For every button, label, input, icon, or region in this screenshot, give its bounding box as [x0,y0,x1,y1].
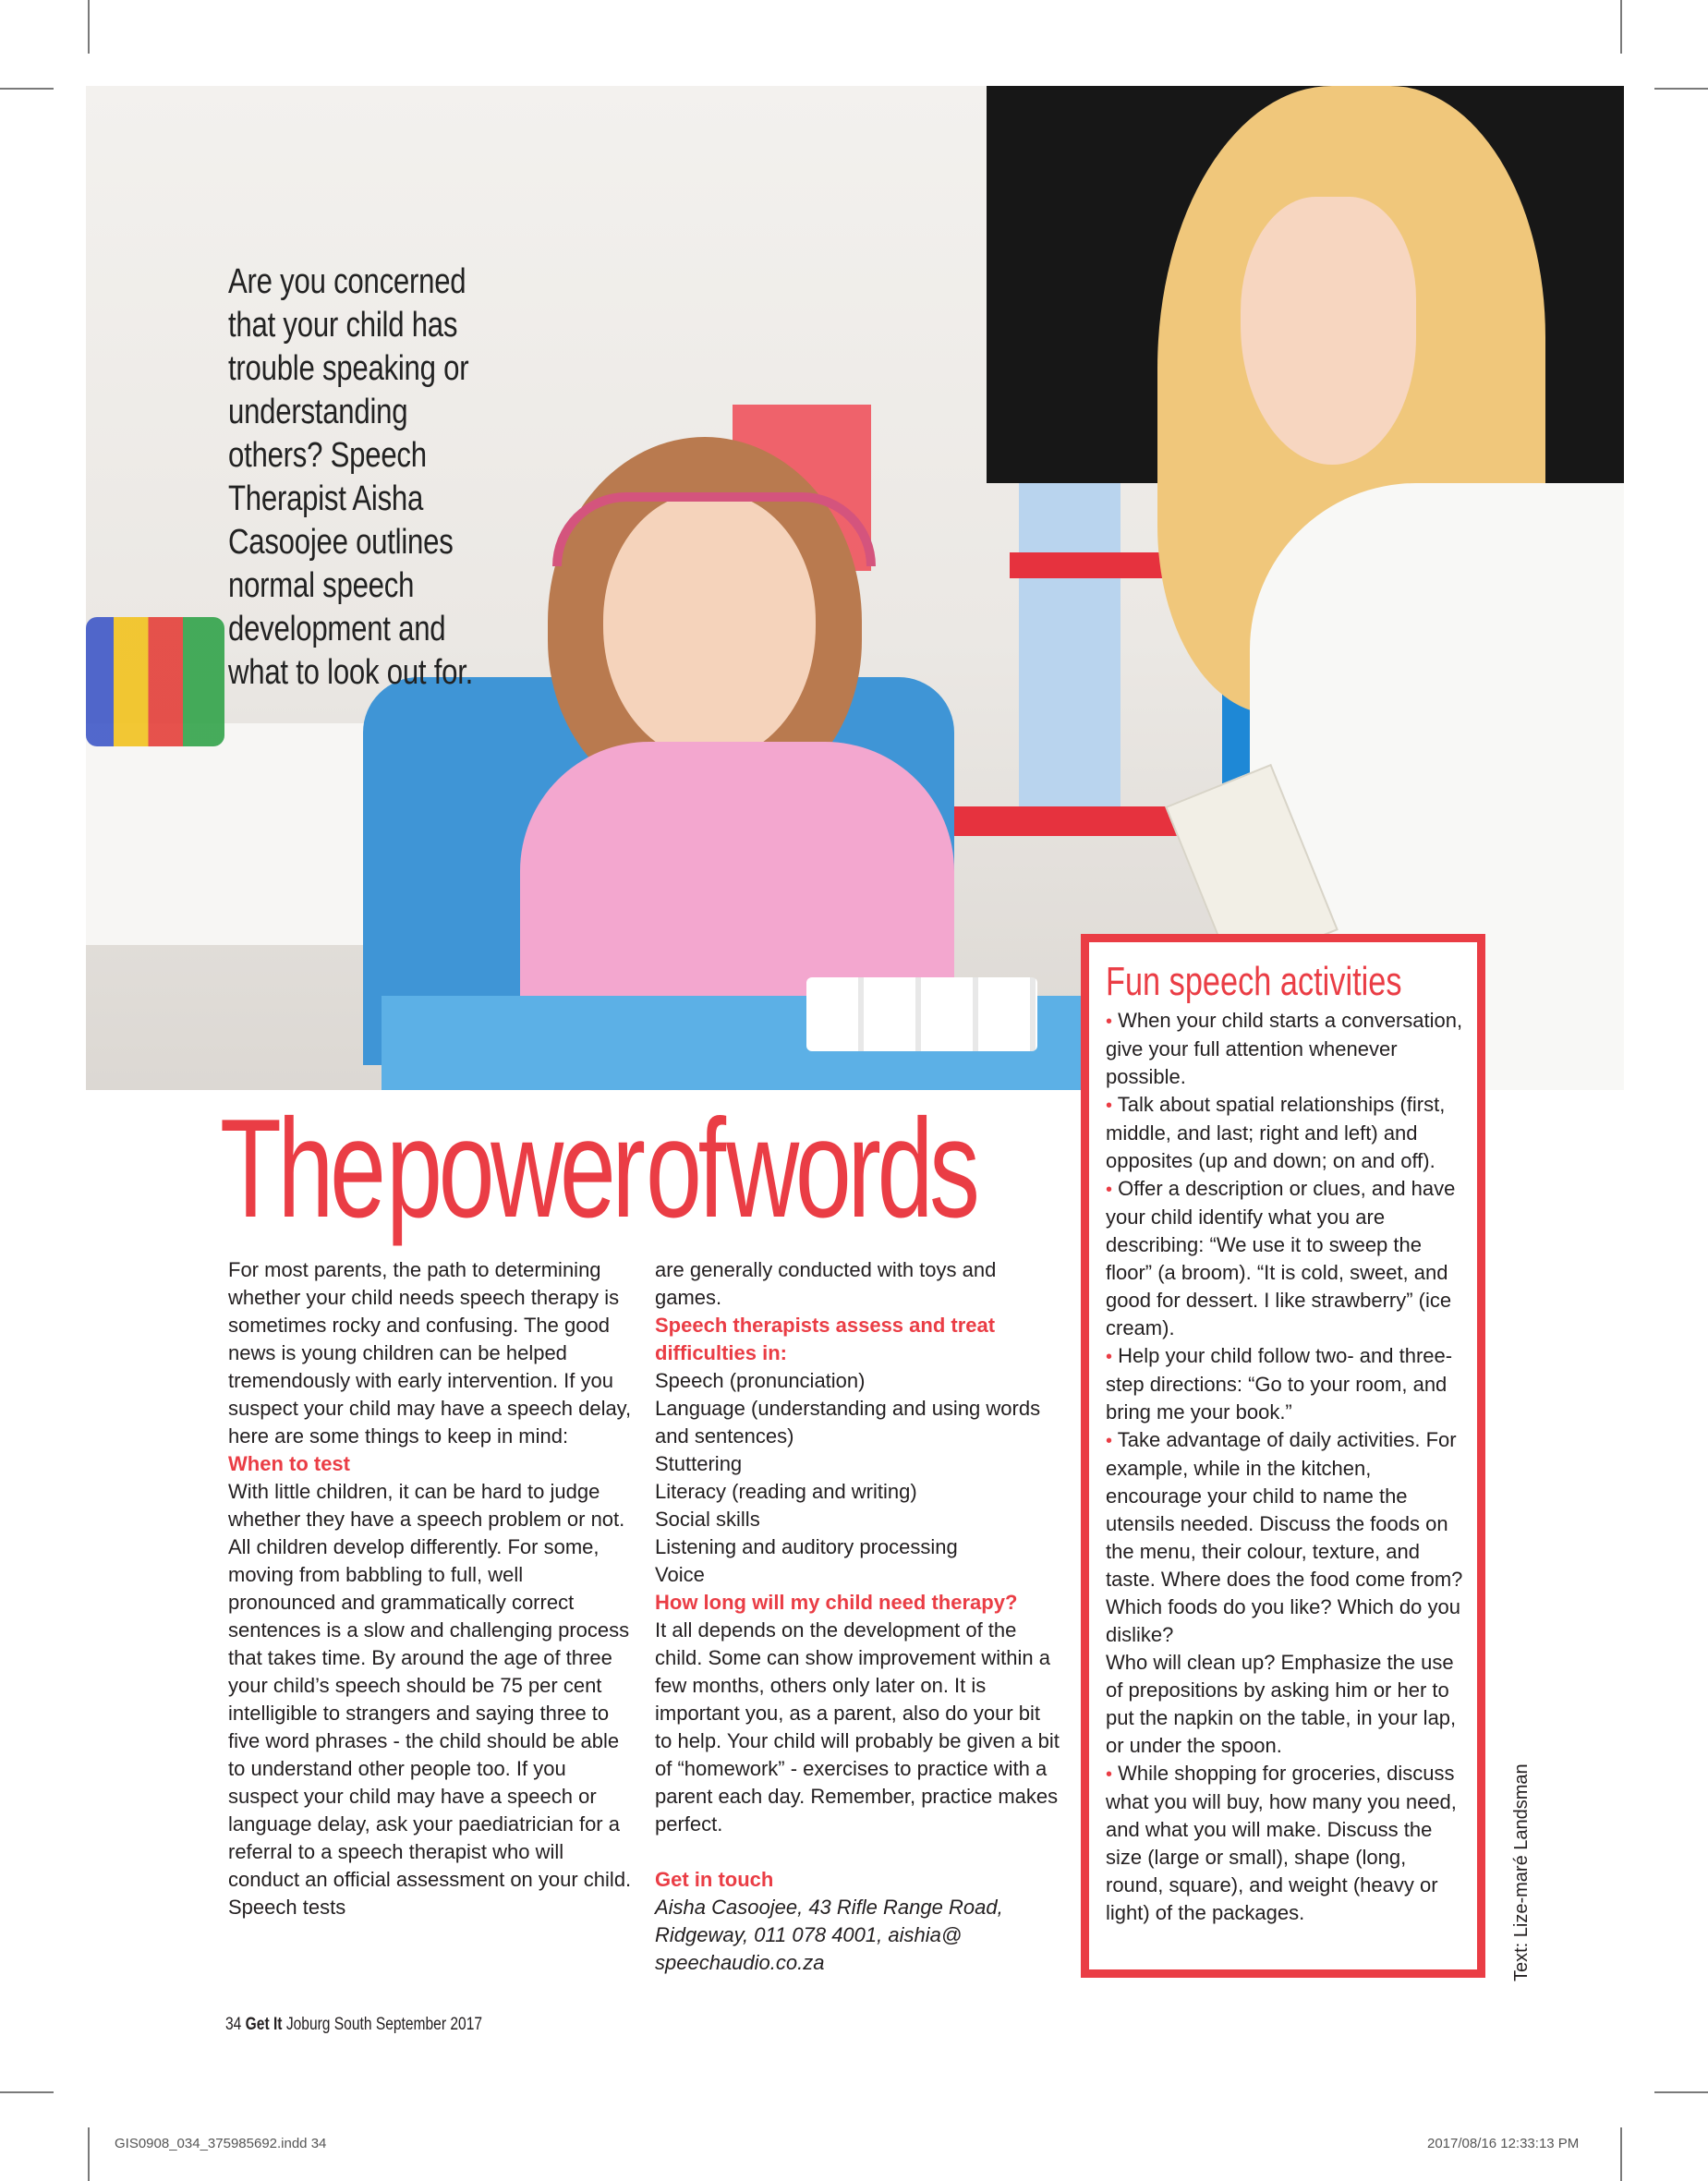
column-1 [228,1256,635,1921]
subhead-when-to-test: When to test [228,1452,350,1475]
list-item: Social skills [655,1508,760,1531]
bullet-icon: • [1106,1096,1113,1116]
toy-blocks [86,617,224,746]
difficulties-list [655,1367,1061,1589]
list-item [1106,1007,1466,1091]
blue-desk [382,996,1194,1090]
list-item [1106,1342,1466,1426]
when-paragraph: With little children, it can be hard to judge whether they have a speech problem or not. All children develop differently. For some, moving from babbling to full, well pronounced and grammatically correct sentences is a slow and challenging process that takes time. By around the age of three your child’s speech should be 75 per cent intelligible to strangers and saying three to five word phrases - the child should be able to understand other people too. If you suspect your child may have a speech or language delay, ask your paediatrician for a referral to a speech therapist who will conduct an official assessment on your child. Speech tests [228,1480,632,1919]
intro-paragraph: For most parents, the path to determining whether your child needs speech therapy is sometimes rocky and confusing. The good news is young children can be helped tremendously with early intervention. If you suspect your child may have a speech delay, here are some things to keep in mind: [228,1258,632,1448]
page-footer [225,2014,482,2036]
list-item: Stuttering [655,1452,743,1475]
sidebar-box [1081,934,1485,1978]
crop-mark [88,2127,90,2181]
activity-text: Help your child follow two- and three-step directions: “Go to your room, and bring me your book.” [1106,1344,1453,1424]
list-item [1106,1426,1466,1649]
letter-blocks [806,977,1037,1051]
activity-text: Offer a description or clues, and have your child identify what you are describing: “We use it to sweep the floor” (a broom). “It is cold, sweet, and good for dessert. I like strawberry” (ice cream). [1106,1177,1456,1339]
standfirst: Are you concerned that your child has trouble speaking or understanding others? Speech Therapist Aisha Casoojee outlines normal speech development and what to look out for. [228,262,474,692]
crop-mark [0,2091,54,2093]
crop-mark [1654,2091,1708,2093]
column-2 [655,1256,1061,1977]
list-item [1106,1091,1466,1175]
activity-text: Take advantage of daily activities. For example, while in the kitchen, encourage your child to name the utensils needed. Discuss the foods on the menu, their colour, texture, and taste. Where does the food come from? Which foods do you like? Which do you dislike? [1106,1428,1463,1646]
contact-details: Aisha Casoojee, 43 Rifle Range Road, Ridgeway, 011 078 4001, aishia@ speechaudio.co.za [655,1896,1003,1974]
list-item [1106,1760,1466,1927]
list-item: Language (understanding and using words and sentences) [655,1397,1041,1448]
author-credit: Text: Lize-maré Landsman [1511,1763,1532,1981]
how-long-paragraph: It all depends on the development of the child. Some can show improvement within a few months, others only later on. It is important you, as a parent, also do your bit to help. Your child will probably be given a bit of “homework” - exercises to practice with a parent each day. Remember, practice makes perfect. [655,1618,1060,1836]
edition: Joburg South September 2017 [285,2015,483,2034]
crop-mark [1620,2127,1622,2181]
list-item: Who will clean up? Emphasize the use of prepositions by asking him or her to put the napkin on the table, in your lap, or under the spoon. [1106,1651,1457,1757]
crop-mark [88,0,90,54]
bullet-icon: • [1106,1764,1113,1785]
crop-mark [1654,88,1708,90]
activity-text: When your child starts a conversation, give your full attention whenever possible. [1106,1009,1463,1088]
bullet-icon: • [1106,1012,1113,1032]
crop-mark [1620,0,1622,54]
activity-text: Talk about spatial relationships (first, middle, and last; right and left) and opposites (up and down; on and off). [1106,1093,1446,1172]
list-item: Speech (pronunciation) [655,1369,866,1392]
print-slug-file: GIS0908_034_375985692.indd 34 [115,2136,327,2151]
list-item: Voice [655,1563,705,1586]
brand-name: Get It [245,2015,283,2034]
subhead-assess: Speech therapists assess and treat difficulties in: [655,1314,996,1364]
page-number: 34 [225,2015,242,2034]
headline: The power of words [220,1090,976,1247]
subhead-how-long: How long will my child need therapy? [655,1591,1018,1614]
sidebar-title: Fun speech activities [1106,959,1402,1004]
list-item: Literacy (reading and writing) [655,1480,917,1503]
continued-paragraph: are generally conducted with toys and games. [655,1258,997,1309]
crop-mark [0,88,54,90]
subhead-get-in-touch: Get in touch [655,1868,774,1891]
bullet-icon: • [1106,1431,1113,1451]
list-item: Listening and auditory processing [655,1535,958,1558]
bullet-icon: • [1106,1347,1113,1367]
headband [552,492,876,566]
bullet-icon: • [1106,1180,1113,1200]
activities-list [1106,1007,1466,1927]
activity-text: While shopping for groceries, discuss what you will buy, how many you need, and what you will make. Discuss the size (large or small), shape (long, round, square), and weight (heavy or light) of the packages. [1106,1762,1457,1924]
print-slug-timestamp: 2017/08/16 12:33:13 PM [1427,2136,1580,2151]
spacer [655,1838,1061,1866]
easel [1019,483,1120,834]
list-item [1106,1175,1466,1342]
